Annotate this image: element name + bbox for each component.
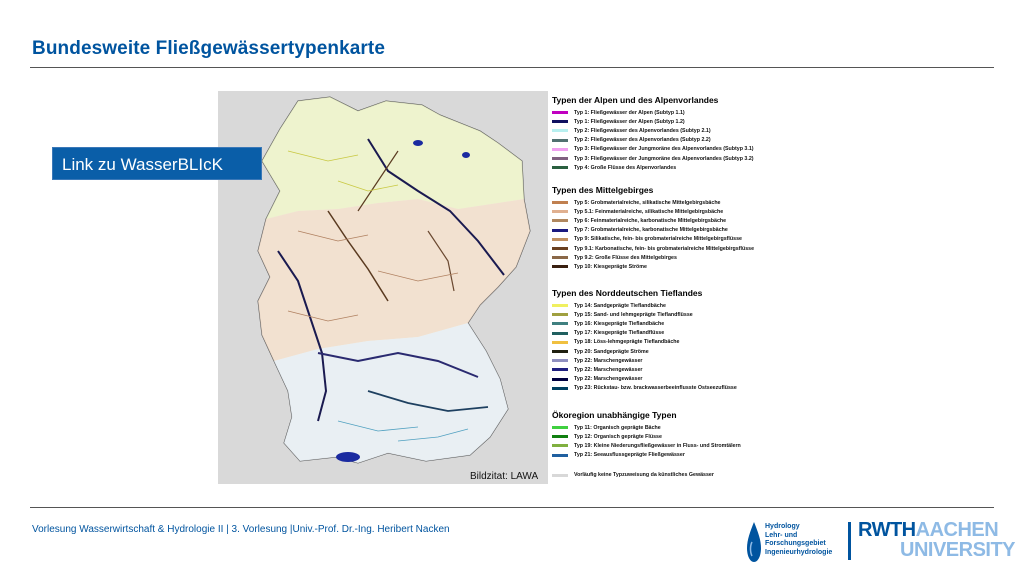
legend-item <box>552 347 792 356</box>
legend-item-label: Typ 20: Sandgeprägte Ströme <box>574 348 649 355</box>
legend-swatch <box>552 454 568 457</box>
legend-item-label: Typ 12: Organisch geprägte Flüsse <box>574 433 662 440</box>
legend-swatch <box>552 139 568 142</box>
legend-swatch <box>552 426 568 429</box>
legend-item <box>552 365 792 374</box>
legend-item-label: Typ 10: Kiesgeprägte Ströme <box>574 263 647 270</box>
legend-footnote-label: Vorläufig keine Typzuweisung da künstliches Gewässer <box>574 472 714 478</box>
legend-swatch <box>552 120 568 123</box>
rwth-text: RWTH <box>858 519 916 541</box>
legend-swatch <box>552 341 568 344</box>
hydro-line: Ingenieurhydrologie <box>765 548 833 556</box>
legend-item-label: Typ 22: Marschengewässer <box>574 357 643 364</box>
legend-heading: Ökoregion unabhängige Typen <box>552 410 677 420</box>
legend-swatch <box>552 129 568 132</box>
legend-item <box>552 154 792 163</box>
legend-item <box>552 235 792 244</box>
legend-item <box>552 451 792 460</box>
legend-item <box>552 384 792 393</box>
legend-swatch <box>552 238 568 241</box>
legend-swatch <box>552 444 568 447</box>
legend-swatch <box>552 247 568 250</box>
hydro-line: Forschungsgebiet <box>765 540 826 548</box>
hydro-line: Hydrology <box>765 523 800 530</box>
legend-item <box>552 117 792 126</box>
hydrology-logo-text <box>765 523 832 557</box>
legend-section-mittelgebirge <box>552 185 792 272</box>
legend-section-alpen <box>552 95 792 172</box>
legend-swatch <box>552 166 568 169</box>
legend-item <box>552 301 792 310</box>
legend-swatch <box>552 219 568 222</box>
legend-swatch <box>552 229 568 232</box>
legend-item-label: Typ 23: Rückstau- bzw. brackwasserbeeinflusste Ostseezuflüsse <box>574 385 737 392</box>
legend-item <box>552 136 792 145</box>
logo-divider <box>848 522 851 560</box>
legend-item-label: Typ 22: Marschengewässer <box>574 366 643 373</box>
legend-item-label: Typ 9: Silikatische, fein- bis grobmaterialreiche Mittelgebirgsflüsse <box>574 236 742 243</box>
legend-swatch <box>552 201 568 204</box>
legend-item-label: Typ 15: Sand- und lehmgeprägte Tieflandflüsse <box>574 311 693 318</box>
legend-swatch <box>552 256 568 259</box>
germany-river-type-map <box>218 91 548 484</box>
legend-swatch <box>552 111 568 114</box>
hydrology-logo <box>746 520 836 564</box>
legend-swatch <box>552 435 568 438</box>
legend-item-label: Typ 1: Fließgewässer der Alpen (Subtyp 1.1) <box>574 109 685 116</box>
legend-item-label: Typ 6: Feinmaterialreiche, karbonatische Mittelgebirgsbäche <box>574 217 727 224</box>
legend-item-label: Typ 4: Große Flüsse des Alpenvorlandes <box>574 164 677 171</box>
legend-item-label: Typ 11: Organisch geprägte Bäche <box>574 424 661 431</box>
wasserblick-link-button[interactable]: Link zu WasserBLIcK <box>52 147 262 180</box>
legend-item <box>552 207 792 216</box>
legend-item-label: Typ 18: Löss-lehmgeprägte Tieflandbäche <box>574 339 680 346</box>
legend-swatch <box>552 350 568 353</box>
legend-item-label: Typ 17: Kiesgeprägte Tieflandflüsse <box>574 330 665 337</box>
legend-item-label: Typ 3: Fließgewässer der Jungmoräne des Alpenvorlandes (Subtyp 3.2) <box>574 155 754 162</box>
legend-item-label: Typ 2: Fließgewässer des Alpenvorlandes (Subtyp 2.2) <box>574 137 711 144</box>
legend-item <box>552 163 792 172</box>
legend-swatch <box>552 368 568 371</box>
legend-swatch <box>552 265 568 268</box>
legend-item <box>552 432 792 441</box>
hydro-line: Lehr- und <box>765 531 798 539</box>
map-credit: Bildzitat: LAWA <box>470 471 539 482</box>
legend-item <box>552 108 792 117</box>
university-text: UNIVERSITY <box>900 539 1016 561</box>
legend-item-label: Typ 14: Sandgeprägte Tieflandbäche <box>574 302 666 309</box>
legend-swatch <box>552 210 568 213</box>
aachen-text: AACHEN <box>915 519 999 541</box>
legend-heading: Typen des Mittelgebirges <box>552 185 654 195</box>
legend-swatch <box>552 474 568 477</box>
map-legend <box>548 91 798 484</box>
legend-item-label: Typ 9.1: Karbonatische, fein- bis grobmaterialreiche Mittelgebirgsflüsse <box>574 245 755 252</box>
legend-swatch <box>552 359 568 362</box>
legend-item <box>552 226 792 235</box>
legend-item-label: Typ 19: Kleine Niederungsfließgewässer in Fluss- und Stromtälern <box>574 442 741 449</box>
legend-item <box>552 198 792 207</box>
legend-item-label: Typ 16: Kiesgeprägte Tieflandbäche <box>574 320 665 327</box>
legend-item <box>552 145 792 154</box>
footer-text: Vorlesung Wasserwirtschaft & Hydrologie II | 3. Vorlesung |Univ.-Prof. Dr.-Ing. Heribert Nacken <box>32 524 450 535</box>
legend-item <box>552 244 792 253</box>
legend-heading: Typen des Norddeutschen Tieflandes <box>552 288 703 298</box>
legend-item-label: Typ 3: Fließgewässer der Jungmoräne des Alpenvorlandes (Subtyp 3.1) <box>574 146 754 153</box>
legend-swatch <box>552 148 568 151</box>
legend-item <box>552 253 792 262</box>
legend-item <box>552 338 792 347</box>
rwth-logo-line1 <box>858 520 998 540</box>
legend-swatch <box>552 378 568 381</box>
legend-swatch <box>552 304 568 307</box>
water-drop-icon <box>746 520 762 564</box>
legend-section-oekoregion-unabhaengig <box>552 410 792 460</box>
legend-item <box>552 441 792 450</box>
legend-swatch <box>552 313 568 316</box>
legend-heading: Typen der Alpen und des Alpenvorlandes <box>552 95 719 105</box>
legend-item-label: Typ 7: Grobmaterialreiche, karbonatische Mittelgebirgsbäche <box>574 227 728 234</box>
legend-swatch <box>552 322 568 325</box>
legend-item <box>552 375 792 384</box>
legend-swatch <box>552 387 568 390</box>
legend-item <box>552 262 792 271</box>
legend-item <box>552 319 792 328</box>
legend-swatch <box>552 157 568 160</box>
legend-item <box>552 329 792 338</box>
legend-item-label: Typ 22: Marschengewässer <box>574 376 643 383</box>
legend-item-label: Typ 2: Fließgewässer des Alpenvorlandes (Subtyp 2.1) <box>574 127 711 134</box>
legend-section-tiefland <box>552 288 792 393</box>
legend-item-label: Typ 5: Grobmaterialreiche, silikatische Mittelgebirgsbäche <box>574 199 721 206</box>
legend-item <box>552 216 792 225</box>
legend-item-label: Typ 5.1: Feinmaterialreiche, silikatische Mittelgebirgsbäche <box>574 208 724 215</box>
legend-item-label: Typ 21: Seeausflussgeprägte Fließgewässer <box>574 452 685 459</box>
title-divider <box>30 67 994 68</box>
legend-item <box>552 310 792 319</box>
legend-item <box>552 423 792 432</box>
legend-item-label: Typ 9.2: Große Flüsse des Mittelgebirges <box>574 254 677 261</box>
slide-title: Bundesweite Fließgewässertypenkarte <box>32 38 386 59</box>
legend-item <box>552 126 792 135</box>
legend-footnote <box>552 472 714 478</box>
legend-item <box>552 356 792 365</box>
rwth-aachen-logo <box>848 519 1016 564</box>
legend-swatch <box>552 332 568 335</box>
footer-divider <box>30 507 994 508</box>
legend-item-label: Typ 1: Fließgewässer der Alpen (Subtyp 1.2) <box>574 118 685 125</box>
